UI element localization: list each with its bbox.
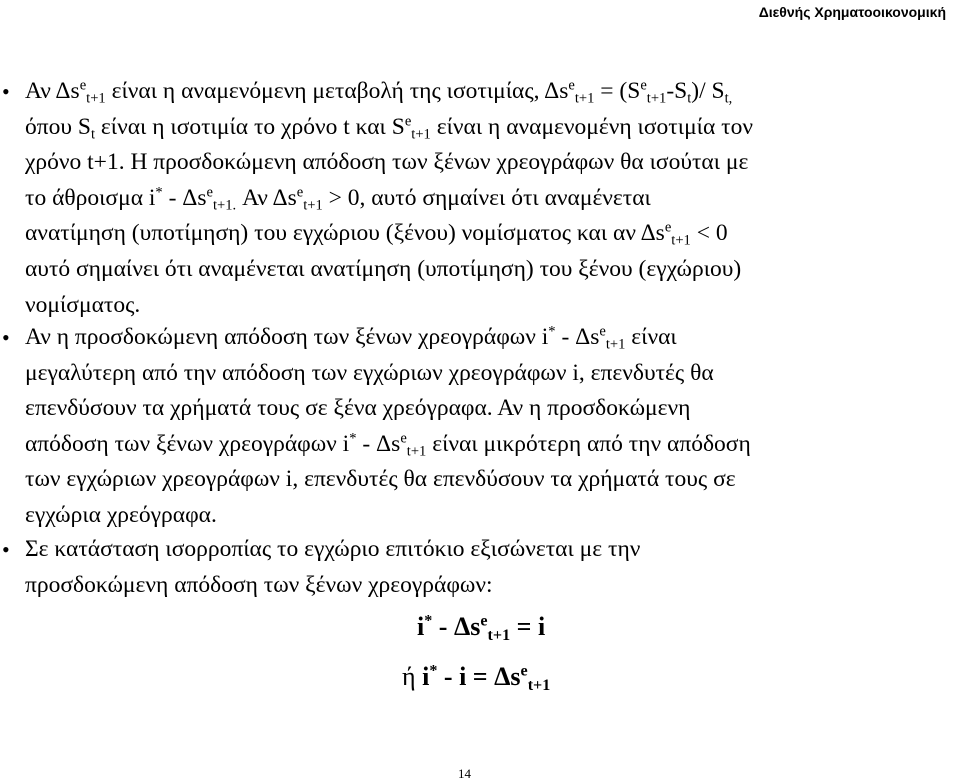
document-header: Διεθνής Χρηματοοικονομική [758, 4, 946, 20]
text-line: εγχώρια χρεόγραφα. [25, 501, 217, 528]
text-line: το άθροισμα $i^* - \Delta s^e_{t+1.}$ Αν $\Delta s^e_{t+1} > 0$, αυτό σημαίνει ότι αναμένεται [25, 184, 651, 214]
text-line: ανατίμηση (υποτίμηση) του εγχώριου (ξένου) νομίσματος και αν $\Delta s^e_{t+1} < 0$ [25, 219, 728, 249]
text-line: απόδοση των ξένων χρεογράφων $i^* - \Delta s^e_{t+1}$ είναι μικρότερη από την απόδοση [25, 430, 751, 460]
equation-2: ή $i^* - i = \Delta s^e_{t+1}$ [402, 662, 551, 694]
text-line: των εγχώριων χρεογράφων i, επενδυτές θα επενδύσουν τα χρήματά τους σε [25, 466, 736, 493]
text-line: προσδοκώμενη απόδοση των ξένων χρεογράφων: [25, 571, 493, 598]
bullet-text [25, 532, 955, 603]
text-line: χρόνο t+1. Η προσδοκώμενη απόδοση των ξένων χρεογράφων θα ισούται με [25, 149, 749, 176]
bullet-text [25, 320, 955, 534]
page-number: 14 [458, 766, 471, 781]
bullet-marker: • [2, 79, 10, 104]
text-line: Αν $\Delta s^e_{t+1}$ είναι η αναμενόμενη μεταβολή της ισοτιμίας, $\Delta s^e_{t+1} = (S^e_{t+1}-S_t)/$ $S_{t,}$ [25, 77, 733, 107]
text-line: επενδύσουν τα χρήματά τους σε ξένα χρεόγραφα. Αν η προσδοκώμενη [25, 395, 691, 422]
text-line: αυτό σημαίνει ότι αναμένεται ανατίμηση (υποτίμηση) του ξένου (εγχώριου) [25, 255, 742, 282]
text-line: νομίσματος. [25, 291, 141, 318]
equation-1: $i^* - \Delta s^e_{t+1} = i$ [417, 612, 546, 644]
bullet-marker: • [2, 325, 10, 350]
text-line: όπου $S_t$ είναι η ισοτιμία το χρόνο t και $S^e_{t+1}$ είναι η αναμενομένη ισοτιμία τον [25, 112, 753, 142]
bullet-marker: • [2, 537, 10, 562]
text-line: μεγαλύτερη από την απόδοση των εγχώριων χρεογράφων i, επενδυτές θα [25, 359, 714, 386]
text-line: Σε κατάσταση ισορροπίας το εγχώριο επιτόκιο εξισώνεται με την [25, 536, 641, 562]
bullet-text [25, 74, 955, 323]
text-line: Αν η προσδοκώμενη απόδοση των ξένων χρεογράφων $i^* - \Delta s^e_{t+1}$ είναι [25, 323, 677, 353]
